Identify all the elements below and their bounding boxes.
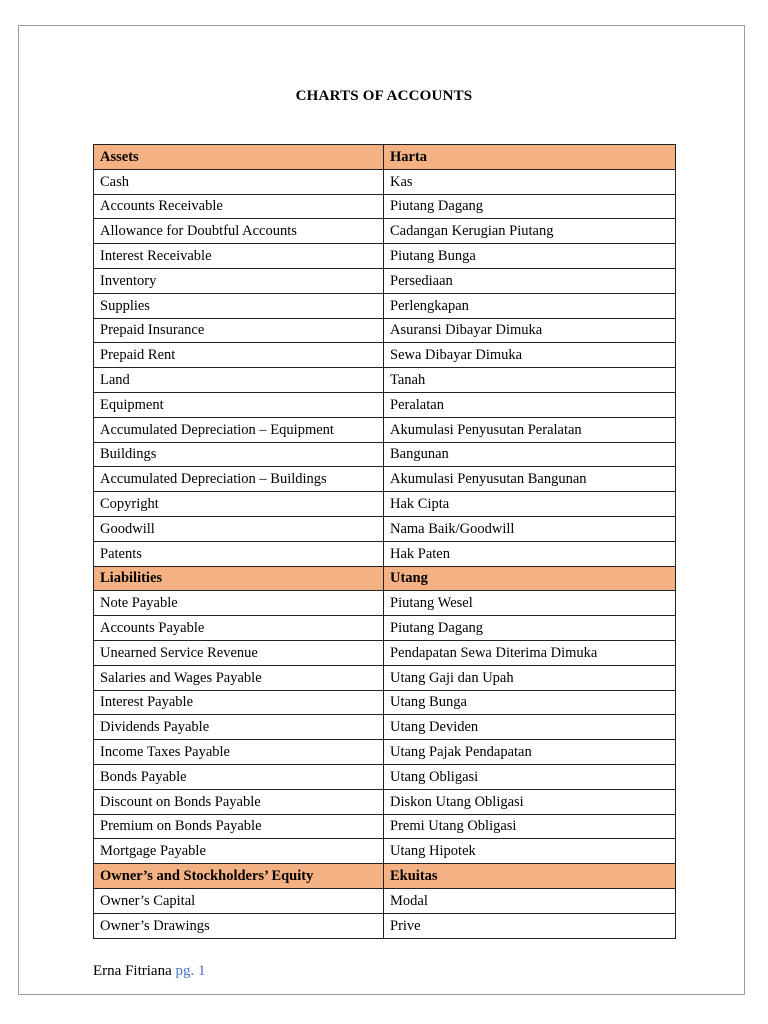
account-name-english: Interest Payable (94, 690, 384, 715)
table-row (94, 764, 676, 789)
account-name-indonesian: Kas (384, 169, 676, 194)
account-name-indonesian: Modal (384, 888, 676, 913)
account-name-indonesian: Piutang Bunga (384, 244, 676, 269)
account-name-english: Accumulated Depreciation – Equipment (94, 417, 384, 442)
table-row (94, 219, 676, 244)
table-row (94, 392, 676, 417)
account-name-english: Supplies (94, 293, 384, 318)
table-row (94, 194, 676, 219)
table-row (94, 740, 676, 765)
account-name-english: Inventory (94, 268, 384, 293)
account-name-indonesian: Piutang Dagang (384, 194, 676, 219)
account-name-english: Accumulated Depreciation – Buildings (94, 467, 384, 492)
account-name-english: Copyright (94, 492, 384, 517)
table-row (94, 169, 676, 194)
account-name-indonesian: Prive (384, 913, 676, 938)
account-name-english: Income Taxes Payable (94, 740, 384, 765)
account-name-indonesian: Piutang Dagang (384, 616, 676, 641)
page-footer (93, 963, 205, 980)
table-row (94, 839, 676, 864)
account-name-indonesian: Peralatan (384, 392, 676, 417)
account-name-indonesian: Nama Baik/Goodwill (384, 516, 676, 541)
section-title-indonesian: Utang (384, 566, 676, 591)
table-row (94, 715, 676, 740)
table-row (94, 789, 676, 814)
account-name-english: Discount on Bonds Payable (94, 789, 384, 814)
table-row (94, 814, 676, 839)
section-title-english: Liabilities (94, 566, 384, 591)
account-name-english: Prepaid Rent (94, 343, 384, 368)
account-name-indonesian: Hak Cipta (384, 492, 676, 517)
table-row (94, 244, 676, 269)
account-name-indonesian: Akumulasi Penyusutan Peralatan (384, 417, 676, 442)
account-name-indonesian: Utang Pajak Pendapatan (384, 740, 676, 765)
document-title: CHARTS OF ACCOUNTS (295, 88, 473, 104)
account-name-english: Premium on Bonds Payable (94, 814, 384, 839)
account-name-english: Prepaid Insurance (94, 318, 384, 343)
account-name-indonesian: Sewa Dibayar Dimuka (384, 343, 676, 368)
accounts-table-body (94, 145, 676, 939)
account-name-english: Salaries and Wages Payable (94, 665, 384, 690)
account-name-english: Interest Receivable (94, 244, 384, 269)
account-name-indonesian: Tanah (384, 368, 676, 393)
table-row (94, 665, 676, 690)
table-row (94, 293, 676, 318)
footer-author: Erna Fitriana (93, 963, 172, 979)
account-name-indonesian: Diskon Utang Obligasi (384, 789, 676, 814)
account-name-indonesian: Bangunan (384, 442, 676, 467)
account-name-indonesian: Utang Bunga (384, 690, 676, 715)
account-name-english: Patents (94, 541, 384, 566)
table-row (94, 913, 676, 938)
table-row (94, 888, 676, 913)
account-name-indonesian: Utang Gaji dan Upah (384, 665, 676, 690)
table-row (94, 516, 676, 541)
account-name-indonesian: Asuransi Dibayar Dimuka (384, 318, 676, 343)
section-header-row (94, 145, 676, 170)
section-title-english: Assets (94, 145, 384, 170)
account-name-indonesian: Premi Utang Obligasi (384, 814, 676, 839)
account-name-english: Owner’s Capital (94, 888, 384, 913)
account-name-indonesian: Utang Deviden (384, 715, 676, 740)
table-row (94, 467, 676, 492)
section-header-row (94, 566, 676, 591)
table-row (94, 318, 676, 343)
section-title-english: Owner’s and Stockholders’ Equity (94, 864, 384, 889)
account-name-english: Allowance for Doubtful Accounts (94, 219, 384, 244)
account-name-indonesian: Persediaan (384, 268, 676, 293)
account-name-english: Accounts Payable (94, 616, 384, 641)
account-name-english: Bonds Payable (94, 764, 384, 789)
section-title-indonesian: Ekuitas (384, 864, 676, 889)
account-name-indonesian: Utang Obligasi (384, 764, 676, 789)
account-name-indonesian: Utang Hipotek (384, 839, 676, 864)
account-name-english: Note Payable (94, 591, 384, 616)
section-title-indonesian: Harta (384, 145, 676, 170)
footer-page-number: pg. 1 (175, 963, 206, 979)
table-row (94, 616, 676, 641)
section-header-row (94, 864, 676, 889)
account-name-english: Owner’s Drawings (94, 913, 384, 938)
account-name-english: Equipment (94, 392, 384, 417)
table-row (94, 343, 676, 368)
table-row (94, 492, 676, 517)
account-name-english: Mortgage Payable (94, 839, 384, 864)
accounts-table (93, 144, 676, 939)
account-name-english: Land (94, 368, 384, 393)
account-name-indonesian: Hak Paten (384, 541, 676, 566)
table-row (94, 417, 676, 442)
account-name-english: Goodwill (94, 516, 384, 541)
account-name-indonesian: Pendapatan Sewa Diterima Dimuka (384, 640, 676, 665)
table-row (94, 442, 676, 467)
account-name-english: Buildings (94, 442, 384, 467)
account-name-indonesian: Akumulasi Penyusutan Bangunan (384, 467, 676, 492)
table-row (94, 591, 676, 616)
account-name-english: Accounts Receivable (94, 194, 384, 219)
account-name-english: Dividends Payable (94, 715, 384, 740)
account-name-english: Unearned Service Revenue (94, 640, 384, 665)
table-row (94, 640, 676, 665)
account-name-indonesian: Piutang Wesel (384, 591, 676, 616)
account-name-english: Cash (94, 169, 384, 194)
table-row (94, 368, 676, 393)
account-name-indonesian: Cadangan Kerugian Piutang (384, 219, 676, 244)
table-row (94, 268, 676, 293)
table-row (94, 541, 676, 566)
account-name-indonesian: Perlengkapan (384, 293, 676, 318)
table-row (94, 690, 676, 715)
